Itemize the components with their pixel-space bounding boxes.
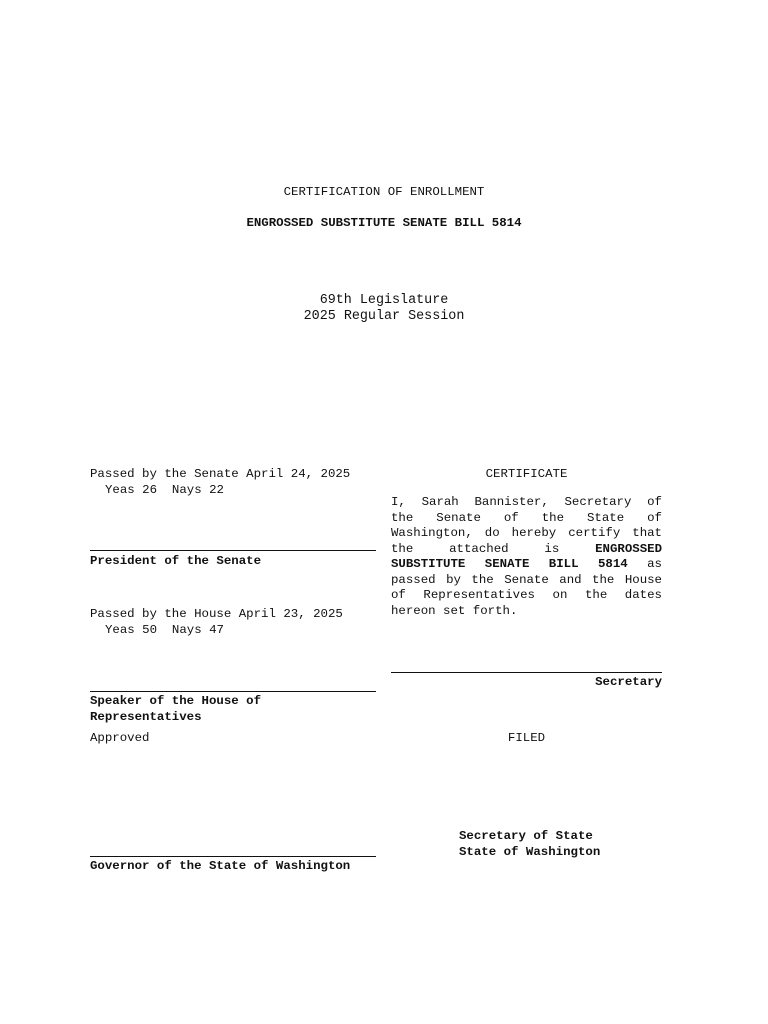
certificate-line: Washington, do hereby certify that (391, 526, 662, 540)
senate-votes-text: Yeas 26 Nays 22 (105, 483, 224, 497)
certificate-line-text: the attached is (391, 541, 560, 556)
bill-title: ENGROSSED SUBSTITUTE SENATE BILL 5814 (246, 216, 522, 230)
governor-signature-line (90, 856, 376, 857)
house-votes-text: Yeas 50 Nays 47 (105, 623, 224, 637)
state-of-washington-label: State of Washington (459, 845, 601, 859)
bill-name-bold: ENGROSSED (595, 541, 662, 556)
certificate-line: passed by the Senate and the House (391, 572, 662, 587)
approved-label: Approved (90, 731, 150, 745)
legislature-label: 69th Legislature (319, 293, 449, 308)
secretary-signature-line (391, 672, 662, 673)
certificate-title: CERTIFICATE (485, 467, 568, 481)
secretary-label: Secretary (595, 675, 662, 689)
secretary-of-state-label: Secretary of State (459, 829, 593, 843)
house-passed-text: Passed by the House April 23, 2025 (90, 607, 343, 621)
speaker-label-line-1: Speaker of the House of (90, 694, 262, 708)
certificate-line: the Senate of the State of (391, 510, 662, 525)
certificate-line: hereon set forth. (391, 603, 518, 618)
certification-title: CERTIFICATION OF ENROLLMENT (283, 185, 485, 199)
speaker-signature-line (90, 691, 376, 692)
bill-name-bold: SUBSTITUTE SENATE BILL 5814 (391, 557, 628, 571)
certificate-line-text: as (647, 557, 662, 571)
speaker-label-line-2: Representatives (90, 710, 202, 724)
governor-label: Governor of the State of Washington (90, 859, 351, 873)
session-label: 2025 Regular Session (303, 309, 465, 324)
certificate-line (391, 542, 662, 558)
president-label: President of the Senate (90, 554, 262, 568)
certificate-line (391, 557, 662, 573)
certificate-line: of Representatives on the dates (391, 588, 662, 602)
certificate-body (391, 495, 662, 619)
president-signature-line (90, 550, 376, 551)
senate-passed-text: Passed by the Senate April 24, 2025 (90, 467, 351, 481)
certificate-line: I, Sarah Bannister, Secretary of (391, 495, 662, 509)
filed-label: FILED (507, 731, 546, 745)
